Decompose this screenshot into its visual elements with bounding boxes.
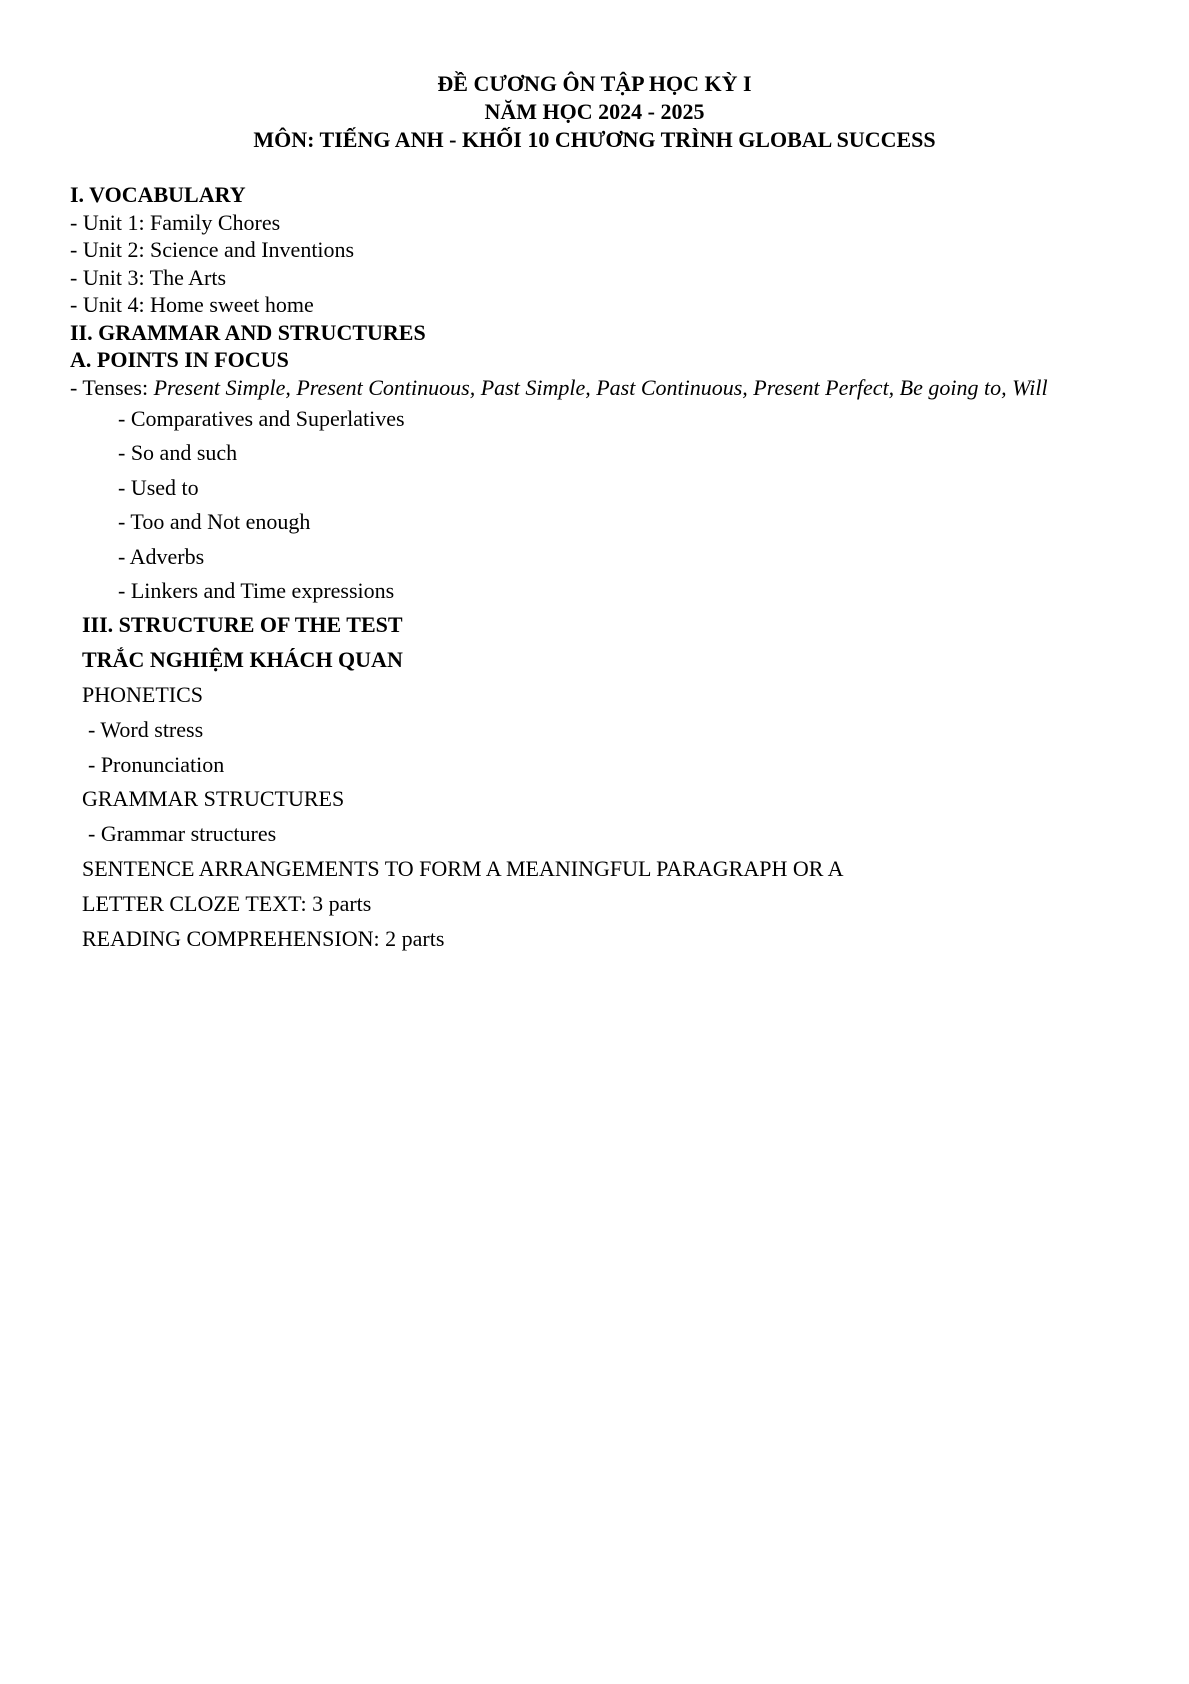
vocabulary-heading: I. VOCABULARY [70,182,246,207]
header-title: ĐỀ CƯƠNG ÔN TẬP HỌC KỲ I [437,71,752,96]
document-header [0,70,1189,154]
grammar-point: - Used to [118,474,199,500]
tenses-list: Present Simple, Present Continuous, Past Simple, Past Continuous, Present Perfect, Be going to, Will [153,374,1048,400]
header-subject: MÔN: TIẾNG ANH - KHỐI 10 CHƯƠNG TRÌNH GLOBAL SUCCESS [253,127,936,152]
structure-heading: III. STRUCTURE OF THE TEST [82,612,403,638]
vocabulary-unit-1: - Unit 1: Family Chores [70,209,281,235]
grammar-points-list [70,402,1130,608]
vocabulary-unit-3: - Unit 3: The Arts [70,264,227,290]
vocabulary-unit-2: - Unit 2: Science and Inventions [70,237,355,262]
test-structure-section [70,608,1130,956]
grammar-point: - So and such [118,440,238,466]
grammar-point: - Comparatives and Superlatives [118,406,405,431]
phonetics-item: - Pronunciation [88,751,225,777]
vocabulary-unit-4: - Unit 4: Home sweet home [70,292,314,317]
grammar-point: - Adverbs [118,543,205,569]
reading-comprehension-label: READING COMPREHENSION: 2 parts [82,925,445,951]
points-in-focus-heading: A. POINTS IN FOCUS [70,347,289,372]
letter-cloze-label: LETTER CLOZE TEXT: 3 parts [82,890,372,916]
phonetics-item: - Word stress [88,716,204,742]
grammar-point: - Too and Not enough [118,509,311,535]
grammar-structures-item: - Grammar structures [88,821,277,847]
sentence-arrangements-label: SENTENCE ARRANGEMENTS TO FORM A MEANINGFUL PARAGRAPH OR A [82,856,844,882]
header-school-year: NĂM HỌC 2024 - 2025 [484,99,705,124]
grammar-structures-label: GRAMMAR STRUCTURES [82,786,345,812]
document-body [70,181,1130,956]
grammar-point: - Linkers and Time expressions [118,578,395,604]
grammar-heading: II. GRAMMAR AND STRUCTURES [70,319,426,345]
tenses-paragraph [70,374,1130,402]
tenses-label: - Tenses: [70,374,154,400]
structure-subheading: TRẮC NGHIỆM KHÁCH QUAN [82,647,403,673]
phonetics-label: PHONETICS [82,682,204,708]
